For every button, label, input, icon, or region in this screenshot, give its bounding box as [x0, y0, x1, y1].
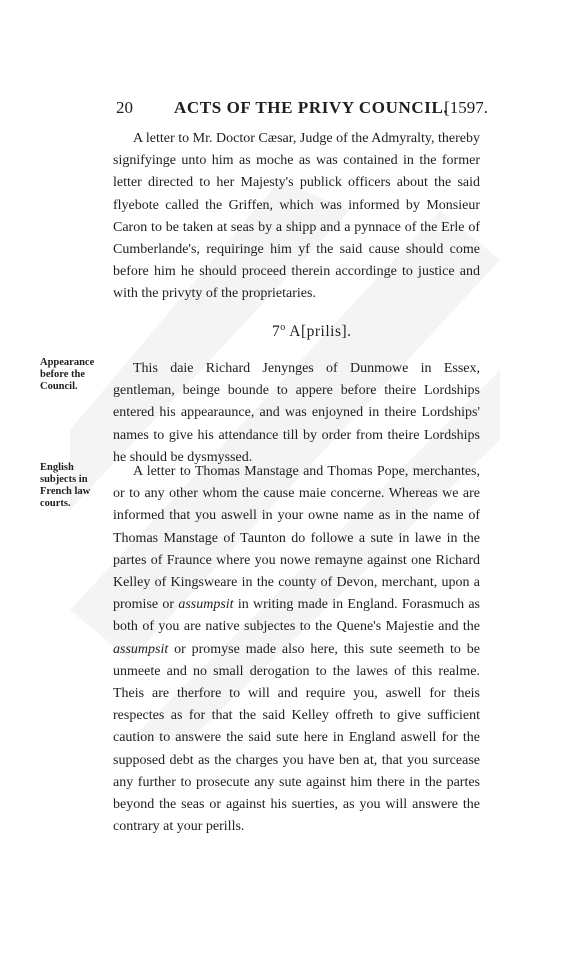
date-day: 7 [272, 323, 281, 341]
page-number: 20 [116, 98, 133, 117]
paragraph-text: A letter to Mr. Doctor Cæsar, Judge of the Admyralty, thereby signifyinge unto him as moche as was contained in the former letter directed to her Majesty's publick officers about the said flyebote called the Griffen, which was informed by Monsieur Caron to be taken at seas by a shipp and a pynnace of the Erle of Cumberlande's, requiringe him yf the said cause should come before him he should proceed therein accordinge to justice and with the privyty of the proprietaries. [113, 131, 480, 302]
letter-to-manstage-and-pope [113, 461, 480, 838]
running-title: ACTS OF THE PRIVY COUNCIL. [174, 98, 449, 117]
date-heading [272, 322, 352, 341]
marginal-note-english-subjects: English subjects in French law courts. [40, 462, 91, 509]
marginal-note-appearance: Appearance before the Council. [40, 357, 95, 392]
running-header [116, 98, 488, 122]
text-run: A letter to Thomas Manstage and Thomas Pope, merchantes, or to any other whom the cause maie concerne. Whereas we are informed that you aswell in your owne name as in the name of Thomas Manstage of Taunton do followe a sute in lawe in the partes of Fraunce where you nowe remayne against one Richard Kelley of Kingsweare in the county of Devon, merchant, upon a promise or [113, 464, 480, 613]
paragraph-text: This daie Richard Jenynges of Dunmowe in Essex, gentleman, beinge bounde to appere before theire Lordships entered his appearaunce, and was enjoyned in theire Lordships' names to give his attendance till by order from theire Lordships he should be dysmyssed. [113, 361, 480, 465]
date-day-suffix: o [280, 322, 286, 333]
italic-term: assumpsit [178, 597, 234, 613]
letter-to-doctor-caesar [113, 128, 480, 306]
text-run: in writing made in England. Forasmuch as both of you are native subjectes to the Quene's Majestie and the [113, 597, 480, 635]
year-marker: [1597. [444, 98, 488, 117]
text-run: or promyse made also here, this sute seemeth to be unmeete and no small derogation to the lawes of this realme. Theis are therfore to will and require you, aswell for theis respectes as for that the said Kelley offreth to give sufficient caution to answere the said sute here in England aswell for the supposed debt as the charges you have ben at, that you surcease any further to prosecute any sute against him there in the partes beyond the seas or against his suerties, as you will answere the contrary at your perills. [113, 641, 480, 835]
appearance-entry [113, 358, 480, 469]
italic-term: assumpsit [113, 641, 169, 657]
paragraph-text [113, 461, 480, 838]
date-month: A[prilis]. [285, 323, 352, 341]
